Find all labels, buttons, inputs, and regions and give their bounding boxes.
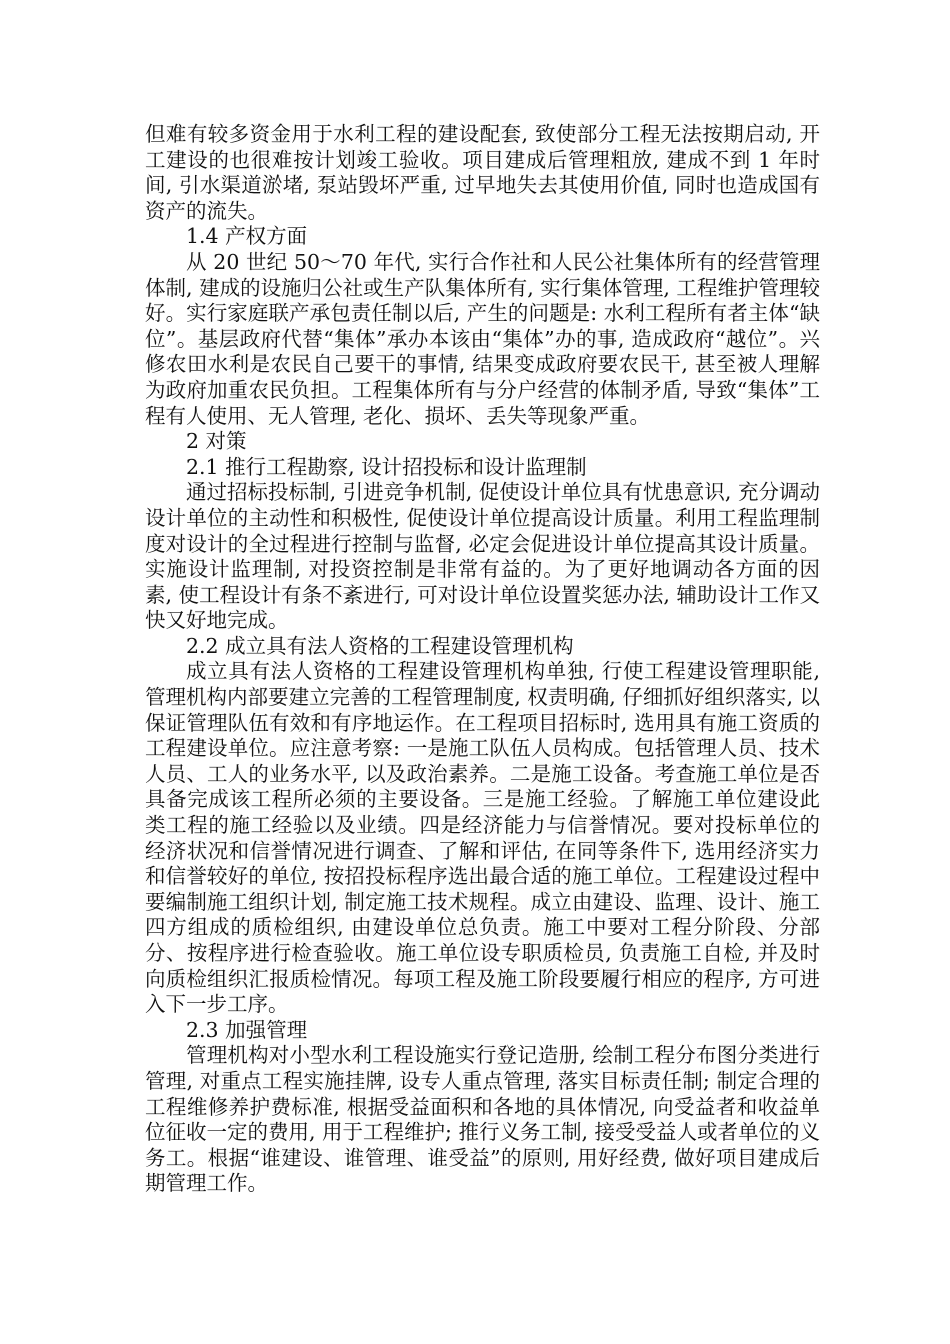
document-body	[145, 122, 820, 1197]
section-heading-1-4: 1.4 产权方面	[186, 224, 308, 249]
paragraph-management-agency: 成立具有法人资格的工程建设管理机构单独, 行使工程建设管理职能, 管理机构内部要建立完善的工程管理制度, 权责明确, 仔细抓好组织落实, 以保证管理队伍有效和有序地运作。在工程项目招标时, 选用具有施工资质的工程建设单位。应注意考察: 一是施工队伍人员构成。包括管理人员、技术人员、工人的业务水平, 以及政治素养。二是施工设备。考查施工单位是否具备完成该工程所必须的主要设备。三是施工经验。了解施工单位建设此类工程的施工经验以及业绩。四是经济能力与信誉情况。要对投标单位的经济状况和信誉情况进行调查、了解和评估, 在同等条件下, 选用经济实力和信誉较好的单位, 按招投标程序选出最合适的施工单位。工程建设过程中要编制施工组织计划, 制定施工技术规程。成立由建设、监理、设计、施工四方组成的质检组织, 由建设单位总负责。施工中要对工程分阶段、分部分、按程序进行检查验收。施工单位设专职质检员, 负责施工自检, 并及时向质检组织汇报质检情况。每项工程及施工阶段要履行相应的程序, 方可进入下一步工序。	[145, 659, 820, 1017]
section-heading-2: 2 对策	[186, 429, 247, 454]
paragraph-design-bidding: 通过招标投标制, 引进竞争机制, 促使设计单位具有忧患意识, 充分调动设计单位的主动性和积极性, 促使设计单位提高设计质量。利用工程监理制度对设计的全过程进行控制与监督, 必定会促进设计单位提高其设计质量。实施设计监理制, 对投资控制是非常有益的。为了更好地调动各方面的因素, 使工程设计有条不紊进行, 可对设计单位设置奖惩办法, 辅助设计工作又快又好地完成。	[145, 480, 820, 633]
section-heading-2-2: 2.2 成立具有法人资格的工程建设管理机构	[186, 633, 574, 658]
paragraph-property-rights: 从 20 世纪 50～70 年代, 实行合作社和人民公社集体所有的经营管理体制, 建成的设施归公社或生产队集体所有, 实行集体管理, 工程维护管理较好。实行家庭联产承包责任制以后, 产生的问题是: 水利工程所有者主体“缺位”。基层政府代替“集体”承办本该由“集体”办的事, 造成政府“越位”。兴修农田水利是农民自己要干的事情, 结果变成政府要农民干, 甚至被人理解为政府加重农民负担。工程集体所有与分户经营的体制矛盾, 导致“集体”工程有人使用、无人管理, 老化、损坏、丢失等现象严重。	[145, 249, 820, 428]
paragraph-funding-continuation: 但难有较多资金用于水利工程的建设配套, 致使部分工程无法按期启动, 开工建设的也很难按计划竣工验收。项目建成后管理粗放, 建成不到 1 年时间, 引水渠道淤堵, 泵站毁坏严重, 过早地失去其使用价值, 同时也造成国有资产的流失。	[145, 122, 820, 223]
section-heading-2-1: 2.1 推行工程勘察, 设计招投标和设计监理制	[186, 454, 587, 479]
paragraph-strengthen-management: 管理机构对小型水利工程设施实行登记造册, 绘制工程分布图分类进行管理, 对重点工程实施挂牌, 设专人重点管理, 落实目标责任制; 制定合理的工程维修养护费标准, 根据受益面积和各地的具体情况, 向受益者和收益单位征收一定的费用, 用于工程维护; 推行义务工制, 接受受益人或者单位的义务工。根据“谁建设、谁管理、谁受益”的原则, 用好经费, 做好项目建成后期管理工作。	[145, 1043, 820, 1196]
section-heading-2-3: 2.3 加强管理	[186, 1017, 308, 1042]
